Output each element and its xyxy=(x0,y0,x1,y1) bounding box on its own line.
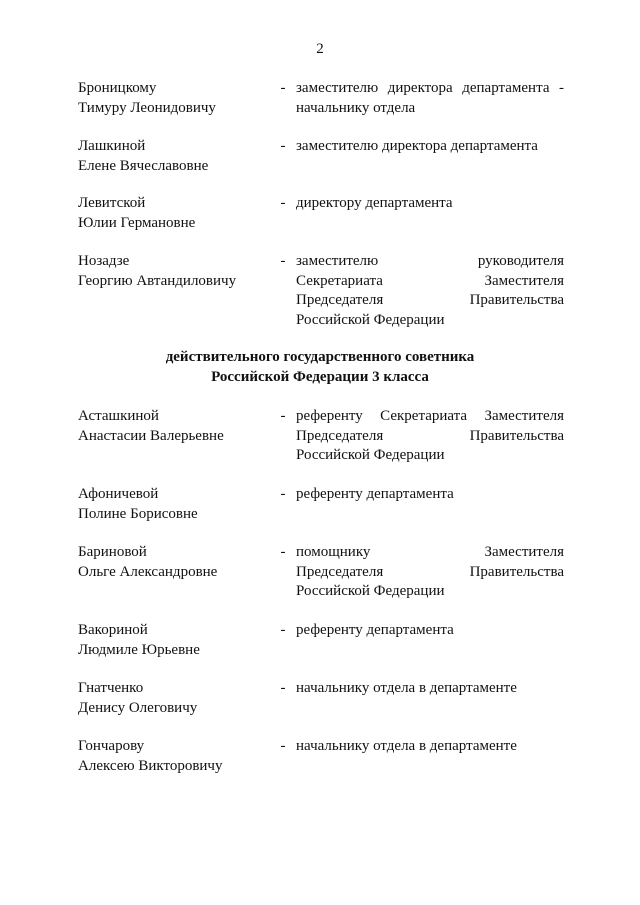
person-name xyxy=(78,485,268,524)
dash-separator: - xyxy=(280,253,286,269)
person-name xyxy=(78,79,268,118)
position-line: Российской Федерации xyxy=(296,447,445,463)
position-line: Председателя Правительства xyxy=(296,292,564,308)
position-line: заместителю директора департамента - xyxy=(296,80,564,96)
given-name-patronymic: Елене Вячеславовне xyxy=(78,157,209,174)
surname: Бариновой xyxy=(78,544,147,560)
given-name-patronymic: Людмиле Юрьевне xyxy=(78,641,200,658)
surname: Вакориной xyxy=(78,622,148,638)
surname: Нозадзе xyxy=(78,253,130,269)
position-line: начальнику отдела xyxy=(296,99,416,116)
position-title xyxy=(296,407,564,466)
given-name-patronymic: Георгию Автандиловичу xyxy=(78,272,237,289)
position-title xyxy=(296,621,564,641)
dash-separator: - xyxy=(280,195,286,211)
position-title xyxy=(296,679,564,699)
position-title xyxy=(296,194,564,214)
surname: Асташкиной xyxy=(78,408,159,424)
surname: Гнатченко xyxy=(78,680,144,696)
person-name xyxy=(78,252,268,291)
given-name-patronymic: Тимуру Леонидовичу xyxy=(78,99,216,116)
rank-heading-line: действительного государственного советника xyxy=(165,349,475,365)
position-title xyxy=(296,252,564,330)
position-line: начальнику отдела в департаменте xyxy=(296,680,517,696)
person-name xyxy=(78,621,268,660)
given-name-patronymic: Полине Борисовне xyxy=(78,505,198,522)
person-name xyxy=(78,137,268,176)
surname: Левитской xyxy=(78,195,146,211)
position-line: заместителю директора департамента xyxy=(296,138,538,154)
position-title xyxy=(296,79,564,118)
dash-separator: - xyxy=(280,544,286,560)
surname: Гончарову xyxy=(78,738,145,754)
person-name xyxy=(78,407,268,446)
given-name-patronymic: Анастасии Валерьевне xyxy=(78,427,224,444)
position-title xyxy=(296,737,564,757)
given-name-patronymic: Юлии Германовне xyxy=(78,214,196,231)
person-name xyxy=(78,543,268,582)
position-line: Председателя Правительства xyxy=(296,563,564,580)
dash-separator: - xyxy=(280,680,286,696)
person-name xyxy=(78,194,268,233)
page-number: 2 xyxy=(316,41,324,57)
dash-separator: - xyxy=(280,622,286,638)
position-line: помощнику Заместителя xyxy=(296,544,564,560)
surname: Лашкиной xyxy=(78,138,146,154)
dash-separator: - xyxy=(280,486,286,502)
person-name xyxy=(78,737,268,776)
dash-separator: - xyxy=(280,408,286,424)
dash-separator: - xyxy=(280,80,286,96)
dash-separator: - xyxy=(280,738,286,754)
position-title xyxy=(296,485,564,505)
position-line: директору департамента xyxy=(296,195,453,211)
given-name-patronymic: Денису Олеговичу xyxy=(78,699,198,716)
position-line: референту департамента xyxy=(296,486,454,502)
person-name xyxy=(78,679,268,718)
position-line: Российской Федерации xyxy=(296,311,445,328)
position-line: начальнику отдела в департаменте xyxy=(296,738,517,754)
position-title xyxy=(296,543,564,602)
position-title xyxy=(296,137,564,157)
given-name-patronymic: Ольге Александровне xyxy=(78,563,218,580)
position-line: Секретариата Заместителя xyxy=(296,272,564,289)
rank-heading xyxy=(0,348,640,387)
position-line: референту департамента xyxy=(296,622,454,638)
surname: Афоничевой xyxy=(78,486,159,502)
given-name-patronymic: Алексею Викторовичу xyxy=(78,757,223,774)
dash-separator: - xyxy=(280,138,286,154)
position-line: референту Секретариата Заместителя xyxy=(296,408,564,424)
position-line: Российской Федерации xyxy=(296,583,445,599)
position-line: Председателя Правительства xyxy=(296,427,564,444)
surname: Броницкому xyxy=(78,80,157,96)
position-line: заместителю руководителя xyxy=(296,253,564,269)
rank-heading-line: Российской Федерации 3 класса xyxy=(211,368,429,385)
